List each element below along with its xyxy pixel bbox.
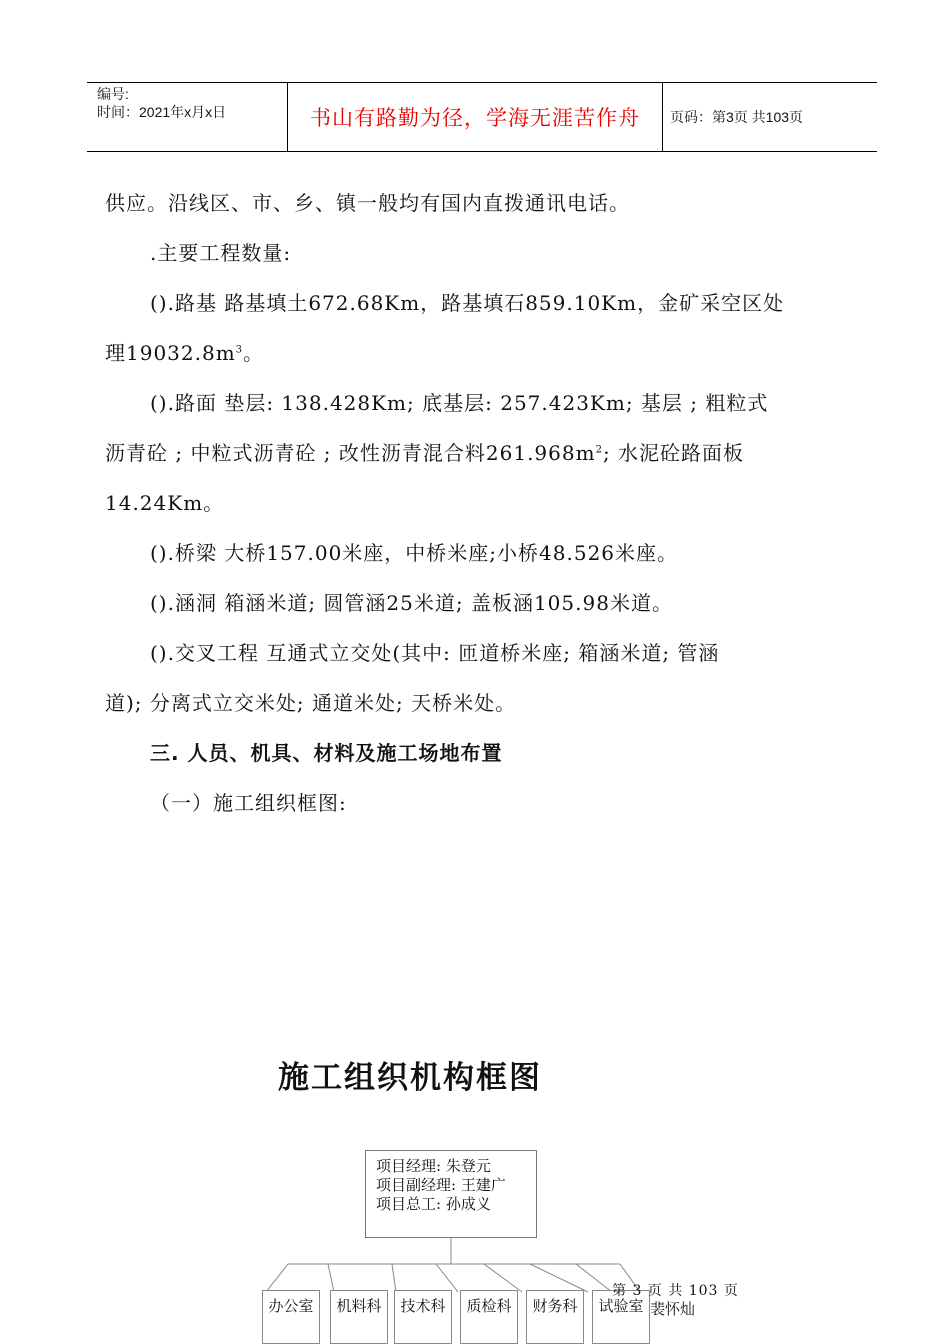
org-chart-title: 施工组织机构框图 — [278, 1060, 542, 1096]
connector-branch — [576, 1264, 612, 1292]
paragraph-intersections-line2: 道); 分离式立交米处; 通道米处; 天桥米处。 — [105, 691, 517, 715]
org-chart-leadership-box — [365, 1150, 537, 1238]
connector-branch — [328, 1264, 334, 1292]
doc-date: 时间：2021年x月x日 — [97, 104, 227, 120]
header-page-info: 页码：第3页 共103页 — [670, 109, 804, 125]
dept-technical: 技术科 — [394, 1290, 452, 1344]
dept-quality: 质检科 — [460, 1290, 518, 1344]
pavement-text: 沥青砼 ; 中粒式沥青砼 ; 改性沥青混合料261.968m — [105, 441, 596, 465]
project-manager: 项目经理: 朱登元 — [376, 1157, 491, 1175]
paragraph-pavement-line3: 14.24Km。 — [105, 491, 225, 515]
section-three-heading: 三. 人员、机具、材料及施工场地布置 — [150, 741, 503, 765]
overlay-name: 裴怀灿 — [650, 1300, 696, 1318]
connector-branch — [530, 1264, 588, 1292]
subgrade-superscript: 3 — [235, 344, 244, 356]
paragraph-quantities-heading: .主要工程数量: — [150, 241, 292, 265]
paragraph-pavement-line1: ().路面 垫层: 138.428Km; 底基层: 257.423Km; 基层 ; 粗粒式 — [150, 391, 769, 415]
pavement-superscript: 2 — [595, 444, 603, 456]
doc-number-label: 编号: — [97, 86, 129, 102]
footer-page-text: 第 3 页 共 103 页 — [612, 1283, 739, 1299]
paragraph-culverts: ().涵洞 箱涵米道; 圆管涵25米道; 盖板涵105.98米道。 — [150, 591, 673, 615]
footer-page-number — [612, 1280, 739, 1300]
deputy-manager: 项目副经理: 王建广 — [376, 1176, 506, 1194]
paragraph-subgrade-line1: ().路基 路基填土672.68Km，路基填石859.10Km，金矿采空区处 — [150, 291, 785, 315]
subsection-org-chart: （一）施工组织框图: — [150, 791, 347, 815]
chief-engineer: 项目总工: 孙成义 — [376, 1195, 491, 1213]
paragraph-supply: 供应。沿线区、市、乡、镇一般均有国内直拨通讯电话。 — [105, 191, 630, 215]
dept-office: 办公室 — [262, 1290, 320, 1344]
connector-branch — [484, 1264, 522, 1292]
paragraph-intersections-line1: ().交叉工程 互通式立交处(其中: 匝道桥米座; 箱涵米道; 管涵 — [150, 641, 720, 665]
header-slogan: 书山有路勤为径，学海无涯苦作舟 — [287, 83, 663, 151]
dept-finance: 财务科 — [526, 1290, 584, 1344]
paragraph-bridges: ().桥梁 大桥157.00米座，中桥米座;小桥48.526米座。 — [150, 541, 679, 565]
subgrade-text: 理19032.8m — [105, 341, 236, 365]
pavement-end: ; 水泥砼路面板 — [602, 441, 745, 465]
connector-branch — [392, 1264, 396, 1292]
dept-lab: 试验室 — [592, 1290, 650, 1344]
dept-materials: 机料科 — [330, 1290, 388, 1344]
connector-branch — [436, 1264, 458, 1292]
subgrade-end: 。 — [243, 341, 265, 365]
connector-branch — [266, 1264, 288, 1292]
